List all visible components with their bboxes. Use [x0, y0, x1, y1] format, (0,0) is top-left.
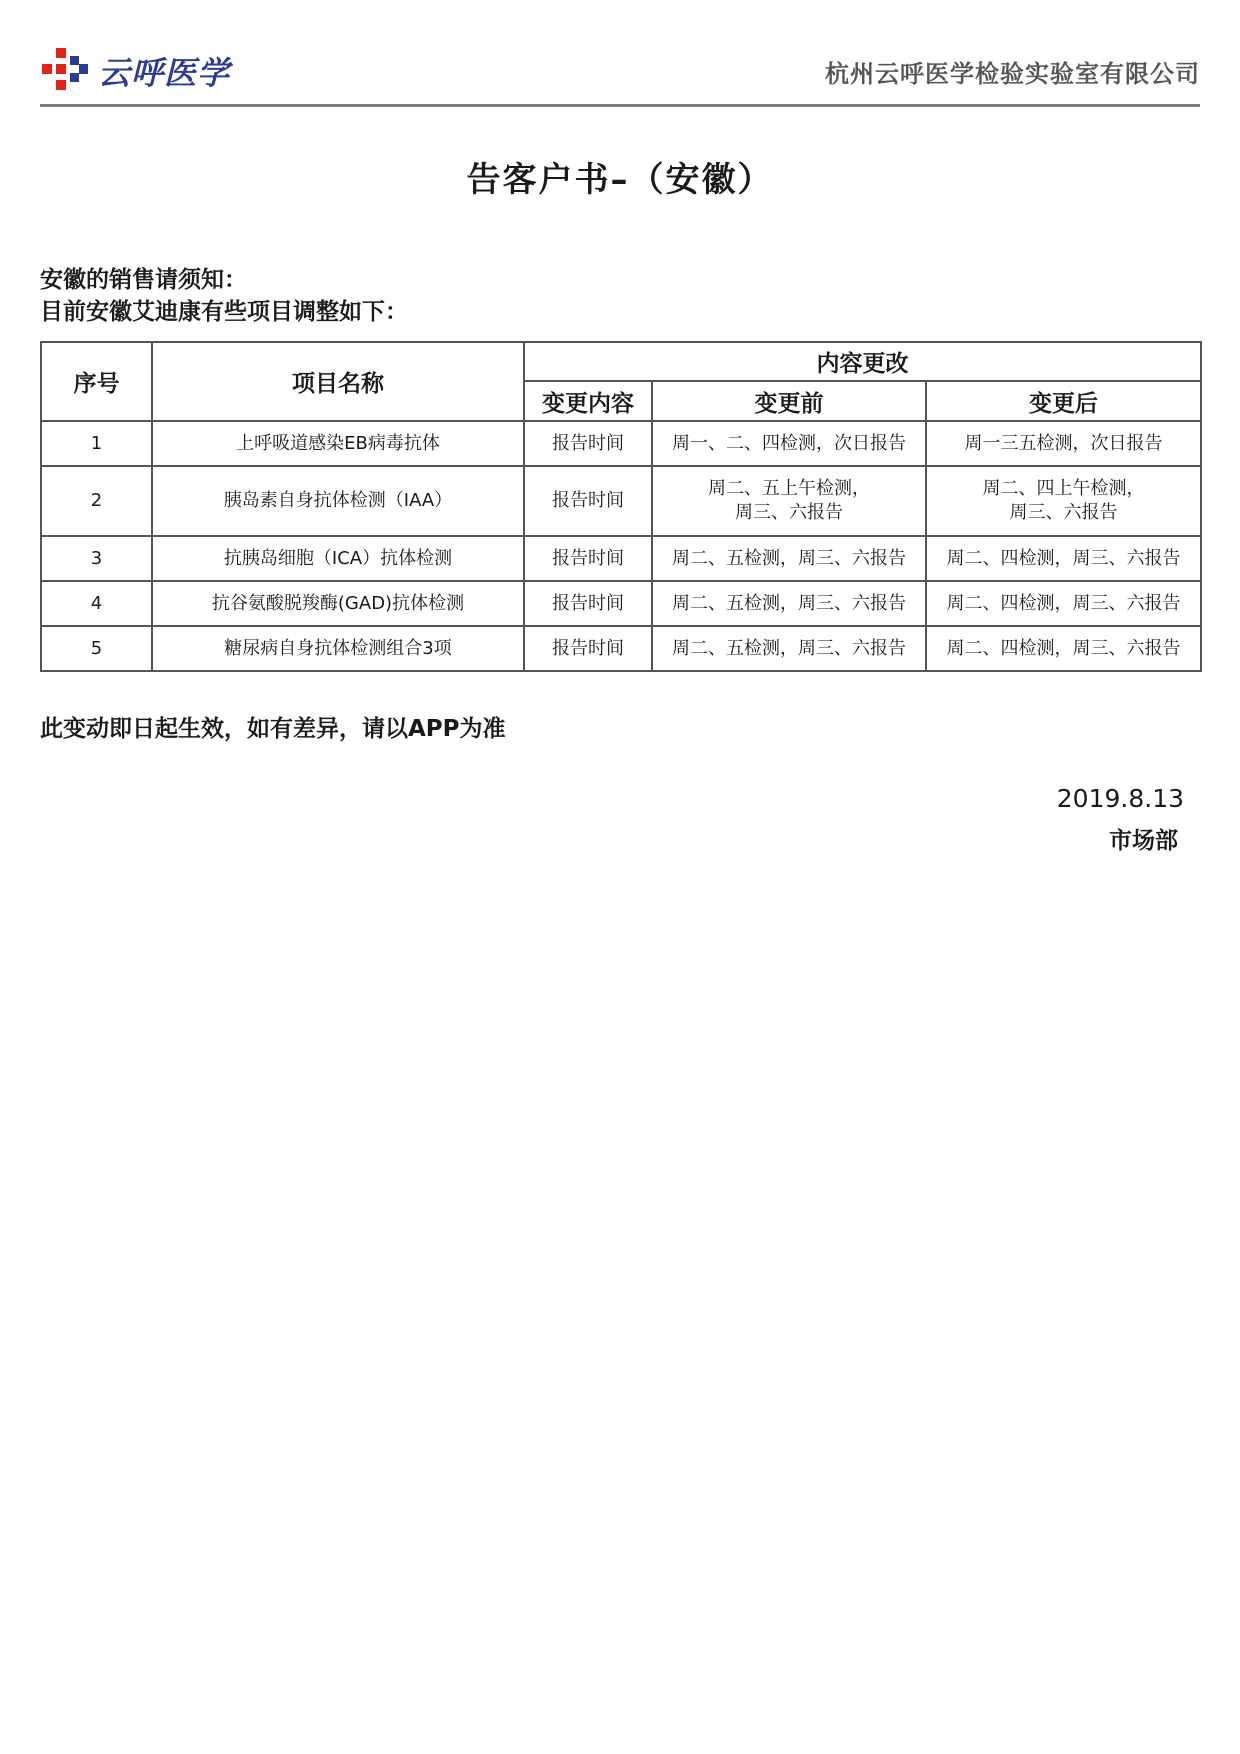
page-header — [40, 40, 1200, 107]
cell-name: 糖尿病自身抗体检测组合3项 — [152, 626, 524, 671]
cell-seq: 3 — [41, 536, 152, 581]
cell-after: 周一三五检测，次日报告 — [926, 421, 1201, 466]
cell-before: 周一、二、四检测，次日报告 — [652, 421, 926, 466]
table-row — [41, 466, 1201, 536]
cell-change-type: 报告时间 — [524, 466, 652, 536]
table-row — [41, 421, 1201, 466]
intro-line-1: 安徽的销售请须知： — [40, 267, 247, 293]
cell-change-type: 报告时间 — [524, 536, 652, 581]
company-logo — [40, 46, 230, 96]
cell-name: 抗胰岛细胞（ICA）抗体检测 — [152, 536, 524, 581]
header-group: 内容更改 — [524, 342, 1201, 381]
header-change-type: 变更内容 — [524, 381, 652, 421]
cell-before: 周二、五上午检测， 周三、六报告 — [652, 466, 926, 536]
page-title: 告客户书–（安徽） — [466, 160, 774, 200]
cell-before: 周二、五检测，周三、六报告 — [652, 536, 926, 581]
effective-note: 此变动即日起生效，如有差异，请以APP为准 — [40, 716, 506, 742]
table-row — [41, 536, 1201, 581]
intro-text — [40, 264, 408, 328]
cell-after: 周二、四检测，周三、六报告 — [926, 581, 1201, 626]
cell-change-type: 报告时间 — [524, 581, 652, 626]
cell-before: 周二、五检测，周三、六报告 — [652, 626, 926, 671]
cell-seq: 1 — [41, 421, 152, 466]
table-row — [41, 626, 1201, 671]
company-name: 杭州云呼医学检验实验室有限公司 — [825, 60, 1200, 88]
cell-name: 上呼吸道感染EB病毒抗体 — [152, 421, 524, 466]
cell-name: 胰岛素自身抗体检测（IAA） — [152, 466, 524, 536]
issue-date: 2019.8.13 — [1056, 784, 1184, 813]
cell-after: 周二、四检测，周三、六报告 — [926, 626, 1201, 671]
changes-table — [40, 341, 1202, 672]
table-row — [41, 581, 1201, 626]
cell-after: 周二、四检测，周三、六报告 — [926, 536, 1201, 581]
header-before: 变更前 — [652, 381, 926, 421]
cell-before: 周二、五检测，周三、六报告 — [652, 581, 926, 626]
cell-after: 周二、四上午检测， 周三、六报告 — [926, 466, 1201, 536]
cell-name: 抗谷氨酸脱羧酶(GAD)抗体检测 — [152, 581, 524, 626]
cell-seq: 2 — [41, 466, 152, 536]
department-signature: 市场部 — [1109, 828, 1178, 854]
header-name: 项目名称 — [152, 342, 524, 421]
cell-seq: 4 — [41, 581, 152, 626]
cell-change-type: 报告时间 — [524, 626, 652, 671]
header-after: 变更后 — [926, 381, 1201, 421]
logo-text: 云呼医学 — [98, 54, 231, 92]
cell-seq: 5 — [41, 626, 152, 671]
logo-cross-icon — [40, 46, 90, 96]
header-seq: 序号 — [41, 342, 152, 421]
cell-change-type: 报告时间 — [524, 421, 652, 466]
intro-line-2: 目前安徽艾迪康有些项目调整如下： — [40, 299, 408, 325]
